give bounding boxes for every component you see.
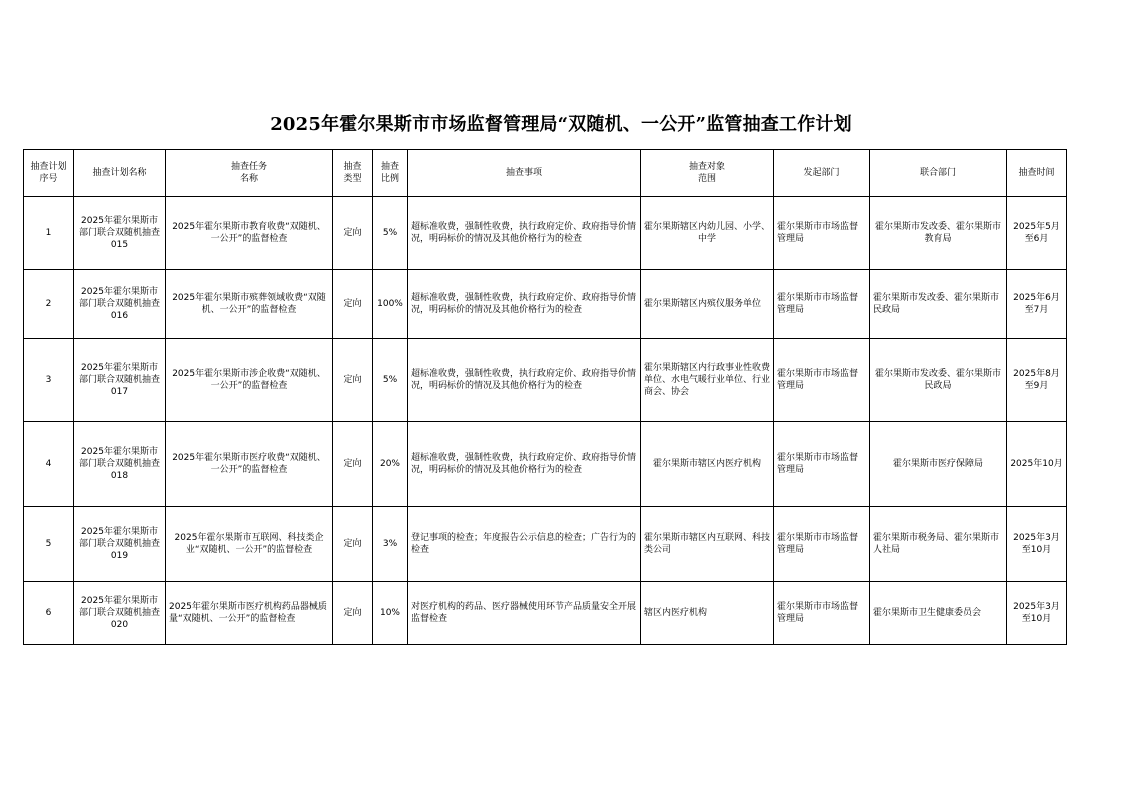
- cell-type: 定向: [333, 422, 373, 507]
- cell-type: 定向: [333, 582, 373, 645]
- cell-type: 定向: [333, 197, 373, 270]
- cell-initiator: 霍尔果斯市市场监督管理局: [774, 270, 870, 339]
- cell-task-name: 2025年霍尔果斯市医疗收费“双随机、一公开”的监督检查: [166, 422, 333, 507]
- cell-ratio: 5%: [373, 339, 408, 422]
- header-task-name: 抽查任务 名称: [166, 150, 333, 197]
- cell-task-name: 2025年霍尔果斯市教育收费“双随机、一公开”的监督检查: [166, 197, 333, 270]
- table-row: [24, 507, 1067, 582]
- cell-type: 定向: [333, 507, 373, 582]
- cell-task-name: 2025年霍尔果斯市殡葬领域收费“双随机、一公开”的监督检查: [166, 270, 333, 339]
- header-plan-name: 抽查计划名称: [74, 150, 166, 197]
- cell-seq: 3: [24, 339, 74, 422]
- cell-items: 登记事项的检查；年度报告公示信息的检查；广告行为的检查: [408, 507, 641, 582]
- document-title: 2025年霍尔果斯市市场监督管理局“双随机、一公开”监管抽查工作计划: [270, 114, 852, 135]
- cell-seq: 1: [24, 197, 74, 270]
- cell-initiator: 霍尔果斯市市场监督管理局: [774, 507, 870, 582]
- table-row: [24, 422, 1067, 507]
- cell-seq: 2: [24, 270, 74, 339]
- cell-scope: 霍尔果斯辖区内殡仪服务单位: [641, 270, 774, 339]
- cell-time: 2025年10月: [1007, 422, 1067, 507]
- header-type: 抽查 类型: [333, 150, 373, 197]
- cell-items: 对医疗机构的药品、医疗器械使用环节产品质量安全开展监督检查: [408, 582, 641, 645]
- cell-time: 2025年6月至7月: [1007, 270, 1067, 339]
- cell-joint: 霍尔果斯市医疗保障局: [870, 422, 1007, 507]
- header-ratio: 抽查 比例: [373, 150, 408, 197]
- table-row: [24, 197, 1067, 270]
- header-joint: 联合部门: [870, 150, 1007, 197]
- cell-plan-name: 2025年霍尔果斯市部门联合双随机抽查015: [74, 197, 166, 270]
- cell-items: 超标准收费，强制性收费，执行政府定价、政府指导价情况，明码标价的情况及其他价格行为的检查: [408, 197, 641, 270]
- cell-joint: 霍尔果斯市卫生健康委员会: [870, 582, 1007, 645]
- inspection-plan-table: [23, 149, 1067, 645]
- cell-joint: 霍尔果斯市发改委、霍尔果斯市民政局: [870, 339, 1007, 422]
- cell-joint: 霍尔果斯市发改委、霍尔果斯市教育局: [870, 197, 1007, 270]
- header-seq: 抽查计划 序号: [24, 150, 74, 197]
- cell-time: 2025年3月至10月: [1007, 582, 1067, 645]
- cell-plan-name: 2025年霍尔果斯市部门联合双随机抽查016: [74, 270, 166, 339]
- cell-initiator: 霍尔果斯市市场监督管理局: [774, 197, 870, 270]
- cell-initiator: 霍尔果斯市市场监督管理局: [774, 339, 870, 422]
- cell-type: 定向: [333, 339, 373, 422]
- header-initiator: 发起部门: [774, 150, 870, 197]
- cell-scope: 霍尔果斯辖区内行政事业性收费单位、水电气暖行业单位、行业商会、协会: [641, 339, 774, 422]
- table-row: [24, 582, 1067, 645]
- cell-ratio: 5%: [373, 197, 408, 270]
- cell-joint: 霍尔果斯市税务局、霍尔果斯市人社局: [870, 507, 1007, 582]
- header-items: 抽查事项: [408, 150, 641, 197]
- table-row: [24, 339, 1067, 422]
- cell-ratio: 10%: [373, 582, 408, 645]
- cell-plan-name: 2025年霍尔果斯市部门联合双随机抽查020: [74, 582, 166, 645]
- cell-items: 超标准收费，强制性收费，执行政府定价、政府指导价情况，明码标价的情况及其他价格行为的检查: [408, 422, 641, 507]
- cell-scope: 霍尔果斯市辖区内互联网、科技类公司: [641, 507, 774, 582]
- cell-scope: 霍尔果斯辖区内幼儿园、小学、中学: [641, 197, 774, 270]
- cell-ratio: 100%: [373, 270, 408, 339]
- cell-time: 2025年5月至6月: [1007, 197, 1067, 270]
- cell-seq: 4: [24, 422, 74, 507]
- cell-task-name: 2025年霍尔果斯市互联网、科技类企业“双随机、一公开”的监督检查: [166, 507, 333, 582]
- cell-items: 超标准收费，强制性收费，执行政府定价、政府指导价情况，明码标价的情况及其他价格行为的检查: [408, 339, 641, 422]
- cell-initiator: 霍尔果斯市市场监督管理局: [774, 422, 870, 507]
- cell-task-name: 2025年霍尔果斯市医疗机构药品器械质量“双随机、一公开”的监督检查: [166, 582, 333, 645]
- cell-scope: 霍尔果斯市辖区内医疗机构: [641, 422, 774, 507]
- cell-initiator: 霍尔果斯市市场监督管理局: [774, 582, 870, 645]
- header-scope: 抽查对象 范围: [641, 150, 774, 197]
- table-row: [24, 270, 1067, 339]
- cell-joint: 霍尔果斯市发改委、霍尔果斯市民政局: [870, 270, 1007, 339]
- cell-plan-name: 2025年霍尔果斯市部门联合双随机抽查019: [74, 507, 166, 582]
- cell-ratio: 3%: [373, 507, 408, 582]
- cell-items: 超标准收费，强制性收费，执行政府定价、政府指导价情况，明码标价的情况及其他价格行为的检查: [408, 270, 641, 339]
- cell-task-name: 2025年霍尔果斯市涉企收费“双随机、一公开”的监督检查: [166, 339, 333, 422]
- cell-plan-name: 2025年霍尔果斯市部门联合双随机抽查017: [74, 339, 166, 422]
- cell-type: 定向: [333, 270, 373, 339]
- header-time: 抽查时间: [1007, 150, 1067, 197]
- cell-ratio: 20%: [373, 422, 408, 507]
- cell-time: 2025年8月至9月: [1007, 339, 1067, 422]
- cell-seq: 5: [24, 507, 74, 582]
- cell-plan-name: 2025年霍尔果斯市部门联合双随机抽查018: [74, 422, 166, 507]
- cell-seq: 6: [24, 582, 74, 645]
- table-header-row: [24, 150, 1067, 197]
- cell-scope: 辖区内医疗机构: [641, 582, 774, 645]
- cell-time: 2025年3月至10月: [1007, 507, 1067, 582]
